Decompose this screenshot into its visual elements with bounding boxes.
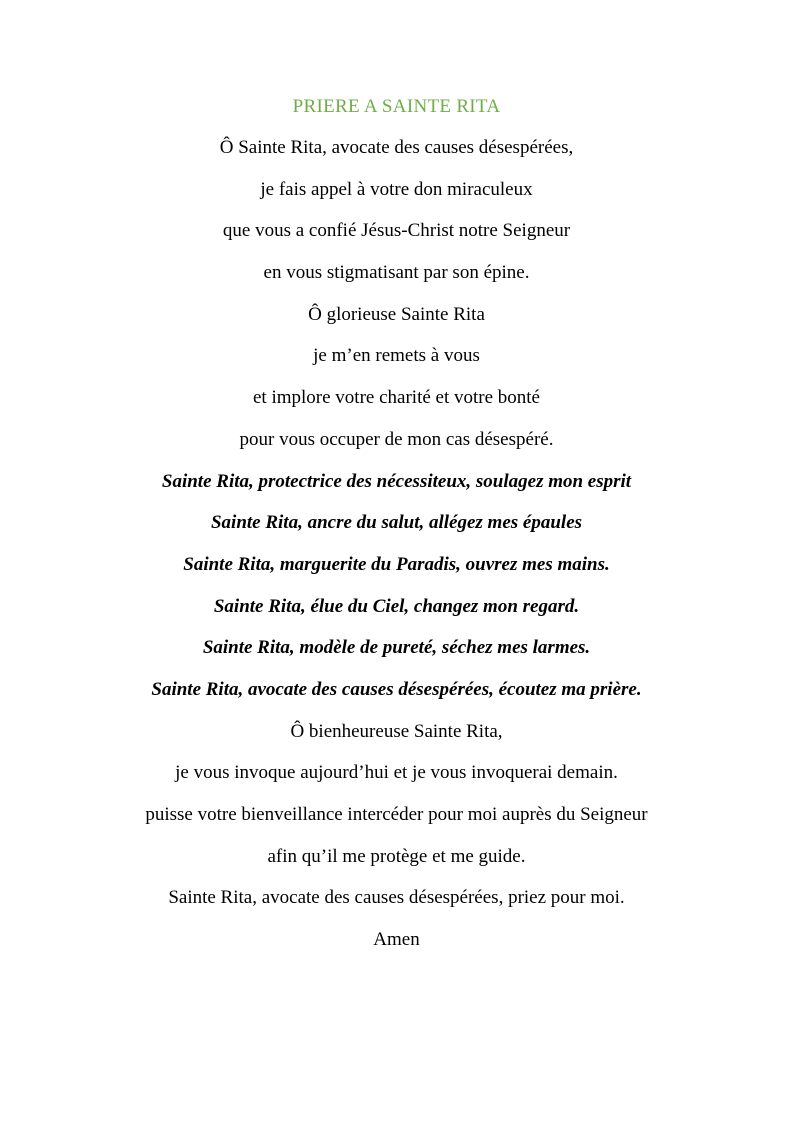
prayer-text bbox=[0, 136, 793, 970]
prayer-line: puisse votre bienveillance intercéder pour moi auprès du Seigneur bbox=[145, 804, 648, 825]
prayer-line: Sainte Rita, élue du Ciel, changez mon regard. bbox=[213, 595, 580, 617]
prayer-line: et implore votre charité et votre bonté bbox=[253, 387, 540, 409]
prayer-line: Ô glorieuse Sainte Rita bbox=[308, 303, 485, 325]
prayer-line: je vous invoque aujourd’hui et je vous invoquerai demain. bbox=[175, 762, 618, 784]
prayer-line: Ô bienheureuse Sainte Rita, bbox=[290, 720, 503, 742]
prayer-line: afin qu’il me protège et me guide. bbox=[267, 845, 526, 867]
prayer-line: en vous stigmatisant par son épine. bbox=[263, 262, 530, 284]
prayer-line: pour vous occuper de mon cas désespéré. bbox=[239, 428, 554, 450]
prayer-line: Sainte Rita, avocate des causes désespérées, écoutez ma prière. bbox=[151, 678, 642, 700]
prayer-line: Sainte Rita, ancre du salut, allégez mes épaules bbox=[210, 512, 583, 534]
prayer-line: que vous a confié Jésus-Christ notre Seigneur bbox=[222, 220, 571, 242]
prayer-line: Ô Sainte Rita, avocate des causes désespérées, bbox=[219, 137, 574, 158]
page-title: PRIERE A SAINTE RITA bbox=[292, 96, 501, 117]
prayer-line: Sainte Rita, avocate des causes désespérées, priez pour moi. bbox=[168, 887, 625, 909]
prayer-line: je m’en remets à vous bbox=[313, 345, 480, 367]
prayer-line: Sainte Rita, modèle de pureté, séchez mes larmes. bbox=[202, 637, 591, 659]
prayer-line: Amen bbox=[373, 929, 420, 951]
prayer-line: je fais appel à votre don miraculeux bbox=[260, 178, 533, 200]
prayer-line: Sainte Rita, protectrice des nécessiteux, soulagez mon esprit bbox=[161, 470, 632, 492]
prayer-line: Sainte Rita, marguerite du Paradis, ouvrez mes mains. bbox=[183, 553, 610, 575]
